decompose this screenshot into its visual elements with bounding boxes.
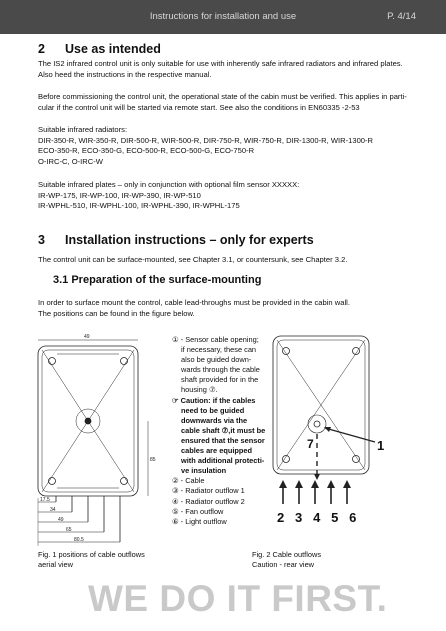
text-line: Suitable infrared radiators: <box>38 125 128 134</box>
section-3-heading <box>38 233 314 247</box>
fig1-caption <box>38 550 145 570</box>
legend-line: ① - Sensor cable opening; <box>172 335 259 344</box>
caution-line: ensured that the sensor <box>181 435 265 445</box>
legend-line: ④ - Radiator outflow 2 <box>172 496 245 506</box>
caption-line: Fig. 1 positions of cable outflows <box>38 550 145 559</box>
dim-3: 49 <box>58 517 64 523</box>
outflow-label-7: 7 <box>307 437 314 451</box>
text-line: The IS2 infrared control unit is only suitable for use with inherently safe infrared radiators and infrared plates. <box>38 59 403 68</box>
company-slogan: WE DO IT FIRST. <box>88 578 388 619</box>
commissioning-paragraph <box>38 92 413 113</box>
legend-line: ⑤ - Fan outflow <box>172 506 224 516</box>
caution-line: cables are equipped <box>181 446 253 456</box>
section-2-heading <box>38 42 161 56</box>
dim-1: 17.5 <box>40 497 50 503</box>
section-title: Installation instructions – only for experts <box>65 233 314 247</box>
dim-4: 65 <box>66 527 72 533</box>
section-number: 3 <box>38 233 45 247</box>
legend-line: also be guided down- <box>181 355 252 365</box>
caption-line: Caution - rear view <box>252 560 315 569</box>
legend-line: wards through the cable <box>181 365 260 375</box>
text-line: Suitable infrared plates – only in conjunction with optional film sensor XXXXX: <box>38 180 300 189</box>
header-title: Instructions for installation and use <box>149 11 297 22</box>
caution-line: cable shaft ⑦,it must be <box>181 425 266 435</box>
lead-throughs-paragraph <box>38 298 413 319</box>
caution-line: ☞ Caution: if the cables <box>172 395 256 405</box>
dim-right: 85 <box>150 457 156 463</box>
text-line: IR-WP-175, IR-WP-100, IR-WP-390, IR-WP-510 <box>38 190 201 200</box>
caption-line: Fig. 2 Cable outflows <box>252 550 322 559</box>
legend-line: if necessary, these can <box>181 345 257 355</box>
fig2-rear-view <box>255 328 405 528</box>
caption-line: aerial view <box>38 560 73 569</box>
text-line: The positions can be found in the figure below. <box>38 308 195 318</box>
dim-2: 34 <box>50 507 56 513</box>
text-line: The control unit can be surface-mounted, see Chapter 3.1, or countersunk, see Chapter 3.2. <box>38 255 348 264</box>
text-line: IR-WPHL-510, IR-WPHL-100, IR-WPHL-390, IR-WPHL-175 <box>38 201 240 211</box>
caution-line: downwards via the <box>181 415 248 425</box>
dim-top: 49 <box>84 334 90 340</box>
intended-use-paragraph <box>38 59 413 80</box>
plates-list <box>38 180 413 212</box>
mounting-options-paragraph <box>38 255 413 266</box>
caution-line: with additional protecti- <box>181 456 265 466</box>
outflow-label-1: 1 <box>377 438 385 453</box>
outflow-labels-2-6: 2 3 4 5 6 <box>277 510 360 525</box>
text-line: DIR-350-R, WIR-350-R, DIR-500-R, WIR-500-R, DIR-750-R, WIR-750-R, DIR-1300-R, WIR-1300-R <box>38 135 374 145</box>
text-line: ECO-350-R, ECO-350-G, ECO-500-R, ECO-500-G, ECO-750-R <box>38 146 255 156</box>
radiators-list <box>38 125 413 168</box>
subsection-3-1-heading: 3.1 Preparation of the surface-mounting <box>53 274 262 286</box>
section-title: Use as intended <box>65 42 161 56</box>
legend-line: ③ - Radiator outflow 1 <box>172 486 245 496</box>
text-line: In order to surface mount the control, cable lead-throughs must be provided in the cabin wall. <box>38 298 350 307</box>
text-line: cular if the control unit will be started via remote start. See also the conditions in EN60335 -2-53 <box>38 102 360 112</box>
legend-line: ⑥ - Light outflow <box>172 516 227 526</box>
text-line: O-IRC-C, O-IRC-W <box>38 157 103 167</box>
legend-line: ② - Cable <box>172 476 205 486</box>
text-line: Also heed the instructions in the respective manual. <box>38 69 212 79</box>
fig1-dimension-drawing <box>12 326 162 548</box>
page-number: P. 4/14 <box>387 11 416 22</box>
legend-line: shaft provided for in the <box>181 375 259 385</box>
page-header <box>0 0 446 34</box>
dim-5: 80.5 <box>74 537 84 543</box>
caution-line: ve insulation <box>181 466 227 476</box>
text-line: Before commissioning the control unit, the operational state of the cabin must be verified. This applies in parti- <box>38 92 407 101</box>
legend-line: housing ⑦. <box>181 385 218 395</box>
fig2-caption <box>252 550 321 570</box>
caution-line: need to be guided <box>181 405 245 415</box>
section-number: 2 <box>38 42 45 56</box>
